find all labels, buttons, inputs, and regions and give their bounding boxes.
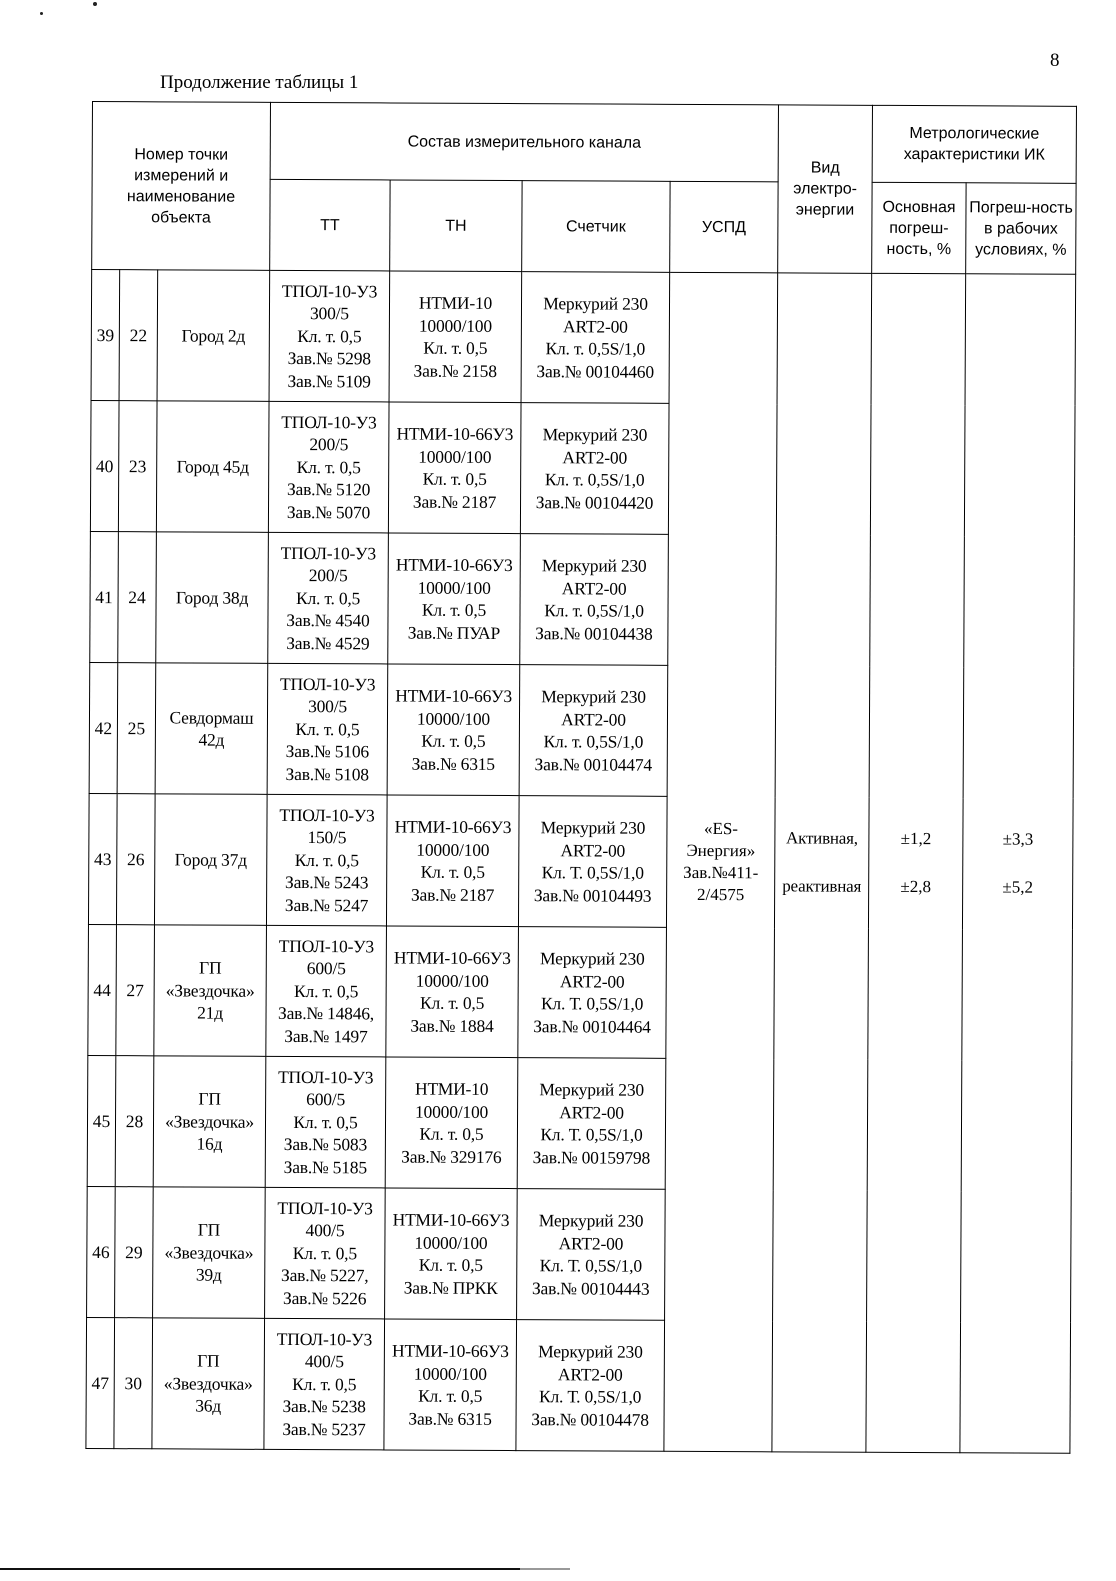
tn-cell-line: 10000/100 [413, 1363, 487, 1384]
meter-cell-line: Кл. т. 0,5S/1,0 [544, 469, 645, 490]
tt-cell-line: Кл. т. 0,5 [294, 849, 359, 871]
tn-cell-line: Кл. т. 0,5 [421, 599, 487, 620]
tt-cell-line: ТПОЛ-10-У3 [276, 1328, 373, 1350]
tt-cell [265, 1187, 386, 1319]
object-name-line: Город 38д [175, 587, 249, 608]
meter-cell-line: Меркурий 230 [542, 424, 648, 445]
meter-cell-line: Зав.№ 00104493 [533, 884, 652, 906]
object-name-line: 21д [197, 1002, 224, 1023]
tt-cell [264, 1318, 385, 1450]
tn-cell [388, 402, 521, 534]
meter-cell [516, 1320, 665, 1452]
meter-cell-line: ART2-00 [561, 708, 626, 730]
object-name-line: ГП [199, 957, 222, 978]
tn-cell-line: НТМИ-10-66У3 [395, 554, 513, 576]
tt-cell-line: Зав.№ 1497 [284, 1025, 368, 1047]
tn-cell-line: 10000/100 [418, 446, 492, 467]
meter-cell-line: ART2-00 [560, 839, 626, 861]
tn-cell-line: Зав.№ ПУАР [407, 622, 501, 643]
tt-cell [267, 663, 388, 795]
tt-cell-line: ТПОЛ-10-У3 [279, 673, 376, 695]
row-number: 46 [87, 1186, 116, 1317]
tn-cell-line: НТМИ-10 [418, 292, 493, 313]
object-name [156, 532, 269, 664]
point-number: 28 [115, 1056, 154, 1187]
row-number: 47 [86, 1317, 115, 1448]
tn-cell-line: НТМИ-10-66У3 [395, 685, 512, 707]
uspd-cell [664, 272, 778, 1452]
meter-cell-line: Кл. т. 0,5S/1,0 [544, 600, 644, 621]
object-name-line: ГП [197, 1219, 221, 1240]
point-number: 24 [118, 532, 157, 663]
tn-cell [389, 271, 522, 403]
object-name [156, 401, 269, 533]
object-name-line: 39д [195, 1264, 222, 1285]
tt-cell-line: Кл. т. 0,5 [296, 456, 361, 478]
tt-cell-line: Зав.№ 14846, [277, 1003, 375, 1024]
row-number: 40 [90, 400, 119, 531]
tn-cell-line: 10000/100 [416, 708, 491, 729]
page-bottom-rule-faint [520, 1568, 570, 1570]
tn-cell-line: НТМИ-10-66У3 [391, 1340, 509, 1362]
header-uspd: УСПД [670, 181, 778, 273]
meter-cell [517, 1058, 666, 1190]
meter-cell [520, 534, 669, 666]
tn-cell-line: 10000/100 [414, 1101, 489, 1122]
tn-cell-line: НТМИ-10-66У3 [392, 1209, 510, 1231]
tn-cell-line: Кл. т. 0,5 [422, 468, 487, 489]
tn-cell-line: Кл. т. 0,5 [421, 730, 486, 751]
tn-cell [385, 1188, 518, 1320]
tt-cell [266, 794, 387, 926]
tt-cell-line: Зав.№ 5083 [283, 1134, 368, 1155]
point-number: 25 [117, 663, 156, 794]
meter-cell-line: Меркурий 230 [541, 555, 647, 576]
tn-cell-line: Кл. т. 0,5 [419, 1123, 484, 1144]
tt-cell-line: Зав.№ 5070 [286, 501, 371, 523]
meter-cell-line: Меркурий 230 [541, 686, 646, 707]
tt-cell-line: ТПОЛ-10-У3 [280, 542, 376, 564]
object-name-line: «Звездочка» [164, 1242, 254, 1263]
tt-cell-line: Зав.№ 5227, [280, 1265, 369, 1286]
object-name-line: 16д [196, 1133, 223, 1154]
object-name [155, 663, 268, 795]
object-name [153, 1187, 266, 1319]
object-name-line: «Звездочка» [165, 980, 255, 1001]
meter-cell-line: Меркурий 230 [538, 1210, 644, 1231]
tn-cell-line: Зав.№ 1884 [410, 1015, 494, 1036]
row-number: 39 [91, 270, 120, 401]
tt-cell-line: 600/5 [306, 1089, 346, 1110]
tn-cell [384, 1319, 517, 1451]
spacer [963, 850, 1072, 877]
measurement-channels-table [85, 101, 1077, 1454]
meter-cell-line: Кл. Т. 0,5S/1,0 [541, 862, 644, 883]
tn-cell-line: Зав.№ ПРКК [403, 1277, 498, 1298]
tt-cell-line: Зав.№ 5185 [283, 1156, 367, 1178]
meter-cell-line: Зав.№ 00104420 [535, 491, 654, 513]
tn-cell-line: Кл. т. 0,5 [418, 1385, 483, 1406]
table-caption: Продолжение таблицы 1 [160, 72, 359, 93]
tt-cell-line: Зав.№ 4540 [286, 610, 370, 631]
meter-cell-line: Меркурий 230 [543, 293, 648, 314]
meter-cell [518, 927, 667, 1059]
meter-cell-line: ART2-00 [557, 1363, 623, 1385]
header-metrology: Метрологические характеристики ИК [872, 105, 1076, 183]
meter-cell-line: Зав.№ 00104478 [531, 1408, 649, 1430]
uspd-cell-line: Энергия» [686, 840, 756, 861]
tt-cell-line: Зав.№ 5298 [287, 348, 371, 369]
tt-cell [266, 925, 387, 1057]
uspd-cell-line: «ES- [703, 818, 739, 839]
object-name-line: «Звездочка» [165, 1111, 254, 1132]
point-number: 23 [118, 401, 157, 532]
tt-cell-line: 600/5 [306, 958, 346, 979]
row-number: 42 [89, 662, 118, 793]
header-tn: ТН [390, 180, 522, 272]
table-row [91, 270, 1076, 406]
tn-cell [385, 1057, 518, 1189]
meter-cell-line: Зав.№ 00104464 [533, 1015, 651, 1037]
spacer [869, 850, 962, 876]
meter-cell-line: ART2-00 [561, 577, 627, 599]
meter-cell-line: ART2-00 [562, 446, 628, 468]
meter-cell-line: Меркурий 230 [540, 817, 646, 838]
tt-cell-line: ТПОЛ-10-У3 [278, 1066, 374, 1088]
work-error-cell-active: ±3,3 [1002, 829, 1034, 849]
point-number: 27 [116, 925, 155, 1056]
tt-cell-line: ТПОЛ-10-У3 [277, 1197, 373, 1219]
tt-cell-line: Зав.№ 5238 [282, 1396, 366, 1417]
tt-cell-line: 400/5 [304, 1351, 344, 1372]
tt-cell-line: Зав.№ 4529 [286, 632, 370, 654]
tn-cell-line: НТМИ-10-66У3 [394, 816, 512, 838]
meter-cell-line: Кл. Т. 0,5S/1,0 [539, 1255, 642, 1276]
tt-cell [268, 532, 389, 664]
page-number: 8 [1050, 50, 1060, 71]
tn-cell-line: Зав.№ 2158 [413, 360, 497, 381]
tn-cell-line: НТМИ-10-66У3 [393, 947, 511, 969]
meter-cell-line: Меркурий 230 [539, 1079, 645, 1100]
tt-cell-line: Зав.№ 5120 [286, 479, 371, 500]
energy-type-cell-active: Активная, [786, 828, 858, 848]
row-number: 45 [87, 1055, 116, 1186]
point-number: 22 [119, 270, 158, 401]
tt-cell-line: Кл. т. 0,5 [293, 1111, 358, 1133]
tt-cell-line: ТПОЛ-10-У3 [279, 804, 375, 826]
meter-cell [517, 1189, 666, 1321]
tt-cell-line: 300/5 [308, 696, 348, 717]
object-name-line: 42д [198, 729, 225, 750]
tn-cell [387, 664, 520, 796]
meter-cell [521, 272, 670, 404]
tn-cell-line: 10000/100 [415, 970, 489, 991]
uspd-cell-line: Зав.№411- [683, 862, 759, 883]
tt-cell-line: Зав.№ 5237 [282, 1418, 366, 1440]
tn-cell-line: Кл. т. 0,5 [423, 337, 488, 358]
tt-cell-line: Зав.№ 5247 [284, 894, 369, 916]
object-name [153, 1056, 266, 1188]
meter-cell-line: Зав.№ 00159798 [532, 1146, 651, 1168]
energy-type-cell-reactive: реактивная [782, 876, 862, 896]
point-number: 30 [114, 1318, 153, 1449]
tn-cell-line: Зав.№ 2187 [412, 491, 497, 512]
meter-cell-line: Кл. Т. 0,5S/1,0 [539, 1386, 642, 1407]
measurement-channels-table-wrap [85, 101, 1076, 1454]
tn-cell [386, 795, 519, 927]
tt-cell-line: ТПОЛ-10-У3 [281, 280, 378, 302]
tn-cell-line: НТМИ-10-66У3 [396, 423, 514, 445]
table-body [86, 270, 1076, 1454]
energy-type-cell [772, 273, 872, 1452]
tt-cell [268, 401, 389, 533]
row-number: 44 [88, 924, 117, 1055]
tt-cell-line: Зав.№ 5108 [285, 763, 369, 785]
tt-cell-line: 150/5 [307, 827, 347, 848]
basic-error-cell-active: ±1,2 [900, 828, 932, 849]
point-number: 26 [116, 794, 155, 925]
tt-cell-line: 400/5 [305, 1220, 345, 1241]
tt-cell-line: 200/5 [309, 434, 349, 455]
meter-cell-line: Кл. Т. 0,5S/1,0 [540, 993, 644, 1014]
meter-cell-line: Меркурий 230 [539, 948, 645, 969]
meter-cell-line: ART2-00 [559, 970, 625, 992]
spacer [775, 849, 868, 875]
meter-cell-line: Зав.№ 00104474 [534, 753, 653, 775]
tt-cell-line: Зав.№ 5226 [282, 1287, 367, 1309]
meter-cell-line: Кл. т. 0,5S/1,0 [545, 338, 646, 359]
header-energy-type: Вид электро-энергии [778, 105, 873, 273]
row-number: 43 [88, 793, 117, 924]
meter-cell-line: Кл. т. 0,5S/1,0 [543, 731, 644, 752]
tn-cell [388, 533, 521, 665]
basic-error-cell-reactive: ±2,8 [900, 876, 932, 897]
point-number: 29 [115, 1187, 154, 1318]
object-name-line: ГП [197, 1350, 220, 1371]
object-name [154, 925, 267, 1057]
object-name-line: ГП [198, 1088, 221, 1109]
tt-cell [269, 270, 390, 402]
tt-cell-line: ТПОЛ-10-У3 [278, 935, 375, 957]
tn-cell-line: 10000/100 [418, 315, 492, 336]
tn-cell-line: Кл. т. 0,5 [420, 861, 485, 882]
tt-cell-line: Кл. т. 0,5 [297, 325, 362, 347]
tn-cell-line: Зав.№ 329176 [401, 1146, 502, 1167]
header-channel: Состав измерительного канала [270, 102, 778, 181]
object-name-line: Севдормаш [169, 706, 254, 728]
meter-cell-line: Зав.№ 00104443 [531, 1277, 650, 1299]
meter-cell-line: Меркурий 230 [538, 1341, 643, 1362]
header-basic-error: Основная погреш-ность, % [872, 182, 966, 273]
tn-cell-line: Кл. т. 0,5 [419, 992, 485, 1013]
tn-cell-line: НТМИ-10 [415, 1078, 489, 1099]
header-tt: ТТ [270, 179, 390, 271]
tt-cell-line: Кл. т. 0,5 [292, 1242, 357, 1264]
object-name [157, 270, 270, 402]
tt-cell-line: Кл. т. 0,5 [295, 718, 360, 740]
tt-cell-line: Кл. т. 0,5 [292, 1373, 357, 1395]
tt-cell-line: ТПОЛ-10-У3 [281, 411, 377, 433]
object-name-line: «Звездочка» [163, 1373, 253, 1394]
tt-cell-line: Зав.№ 5106 [285, 741, 369, 762]
meter-cell-line: ART2-00 [558, 1232, 624, 1254]
tn-cell-line: Зав.№ 6315 [408, 1408, 492, 1429]
tn-cell-line: 10000/100 [414, 1232, 488, 1253]
meter-cell-line: ART2-00 [559, 1101, 624, 1123]
scan-speck [40, 12, 43, 15]
object-name [152, 1318, 265, 1450]
page-bottom-rule [0, 1568, 540, 1570]
object-name [154, 794, 267, 926]
object-name-line: Город 2д [181, 325, 246, 346]
row-number: 41 [90, 531, 119, 662]
scan-speck [93, 2, 97, 6]
header-work-error: Погреш-ность в рабочих условиях, % [966, 183, 1076, 275]
meter-cell [519, 665, 668, 797]
meter-cell-line: Зав.№ 00104460 [536, 360, 654, 382]
tt-cell-line: Кл. т. 0,5 [294, 980, 359, 1002]
tt-cell-line: Зав.№ 5243 [285, 872, 369, 893]
meter-cell-line: Зав.№ 00104438 [535, 622, 653, 644]
object-name-line: 36д [195, 1395, 222, 1416]
header-meter: Счетчик [522, 181, 670, 273]
tt-cell [265, 1056, 386, 1188]
object-name-line: Город 45д [176, 456, 249, 477]
object-name-line: Город 37д [174, 849, 247, 870]
work-error-cell-reactive: ±5,2 [1002, 877, 1034, 897]
tn-cell-line: Кл. т. 0,5 [418, 1254, 483, 1275]
tn-cell-line: Зав.№ 6315 [411, 753, 495, 774]
tn-cell-line: 10000/100 [416, 839, 490, 860]
tn-cell-line: Зав.№ 2187 [410, 884, 495, 905]
tt-cell-line: Кл. т. 0,5 [295, 587, 361, 609]
tt-cell-line: 200/5 [308, 565, 348, 586]
work-error-cell [960, 274, 1076, 1454]
tt-cell-line: Зав.№ 5109 [287, 370, 371, 392]
meter-cell [518, 796, 667, 928]
meter-cell-line: ART2-00 [563, 315, 628, 337]
tn-cell [386, 926, 519, 1058]
meter-cell-line: Кл. Т. 0,5S/1,0 [540, 1124, 643, 1145]
meter-cell [520, 403, 669, 535]
basic-error-cell [866, 273, 966, 1452]
uspd-cell-line: 2/4575 [696, 884, 745, 905]
tt-cell-line: 300/5 [309, 303, 349, 324]
header-point: Номер точки измерений и наименование объекта [92, 102, 271, 271]
tn-cell-line: 10000/100 [417, 577, 491, 598]
